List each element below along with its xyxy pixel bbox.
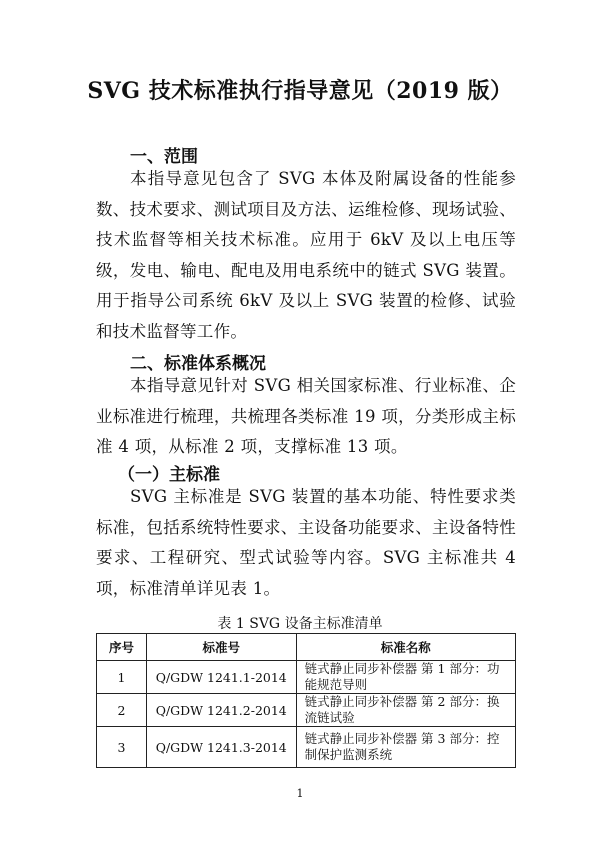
page-number: 1 — [296, 787, 304, 800]
cell-number: Q/GDW 1241.2-2014 — [146, 694, 296, 727]
cell-name: 链式静止同步补偿器 第 2 部分：换流链试验 — [296, 694, 515, 727]
table-row — [97, 661, 516, 694]
header-number: 标准号 — [146, 634, 296, 661]
subsection-heading-main-standard: （一）主标准 — [118, 465, 220, 485]
document-title: SVG 技术标准执行指导意见（2019 版） — [87, 78, 513, 104]
section-heading-overview: 二、标准体系概况 — [130, 354, 266, 374]
cell-seq: 2 — [97, 694, 147, 727]
header-name: 标准名称 — [296, 634, 515, 661]
table-row — [97, 694, 516, 727]
paragraph-overview: 本指导意见针对 SVG 相关国家标准、行业标准、企业标准进行梳理，共梳理各类标准 19 项，分类形成主标准 4 项，从标准 2 项，支撑标准 13 项。 — [96, 376, 516, 456]
cell-seq: 3 — [97, 727, 147, 768]
table-header-row — [97, 634, 516, 661]
cell-name: 链式静止同步补偿器 第 1 部分：功能规范导则 — [296, 661, 515, 694]
table-caption: 表 1 SVG 设备主标准清单 — [217, 616, 383, 632]
cell-number: Q/GDW 1241.3-2014 — [146, 727, 296, 768]
paragraph-main-standard: SVG 主标准是 SVG 装置的基本功能、特性要求类标准，包括系统特性要求、主设备功能要求、主设备特性要求、工程研究、型式试验等内容。SVG 主标准共 4 项，标准清单详见表 1。 — [96, 487, 516, 598]
paragraph-scope: 本指导意见包含了 SVG 本体及附属设备的性能参数、技术要求、测试项目及方法、运维检修、现场试验、技术监督等相关技术标准。应用于 6kV 及以上电压等级，发电、输电、配电及用电系统中的链式 SVG 装置。用于指导公司系统 6kV 及以上 SVG 装置的检修、试验和技术监督等工作。 — [96, 169, 516, 341]
cell-seq: 1 — [97, 661, 147, 694]
standards-table — [96, 633, 516, 768]
table-row — [97, 727, 516, 768]
section-heading-scope: 一、范围 — [130, 147, 198, 167]
cell-name: 链式静止同步补偿器 第 3 部分：控制保护监测系统 — [296, 727, 515, 768]
header-seq: 序号 — [97, 634, 147, 661]
cell-number: Q/GDW 1241.1-2014 — [146, 661, 296, 694]
